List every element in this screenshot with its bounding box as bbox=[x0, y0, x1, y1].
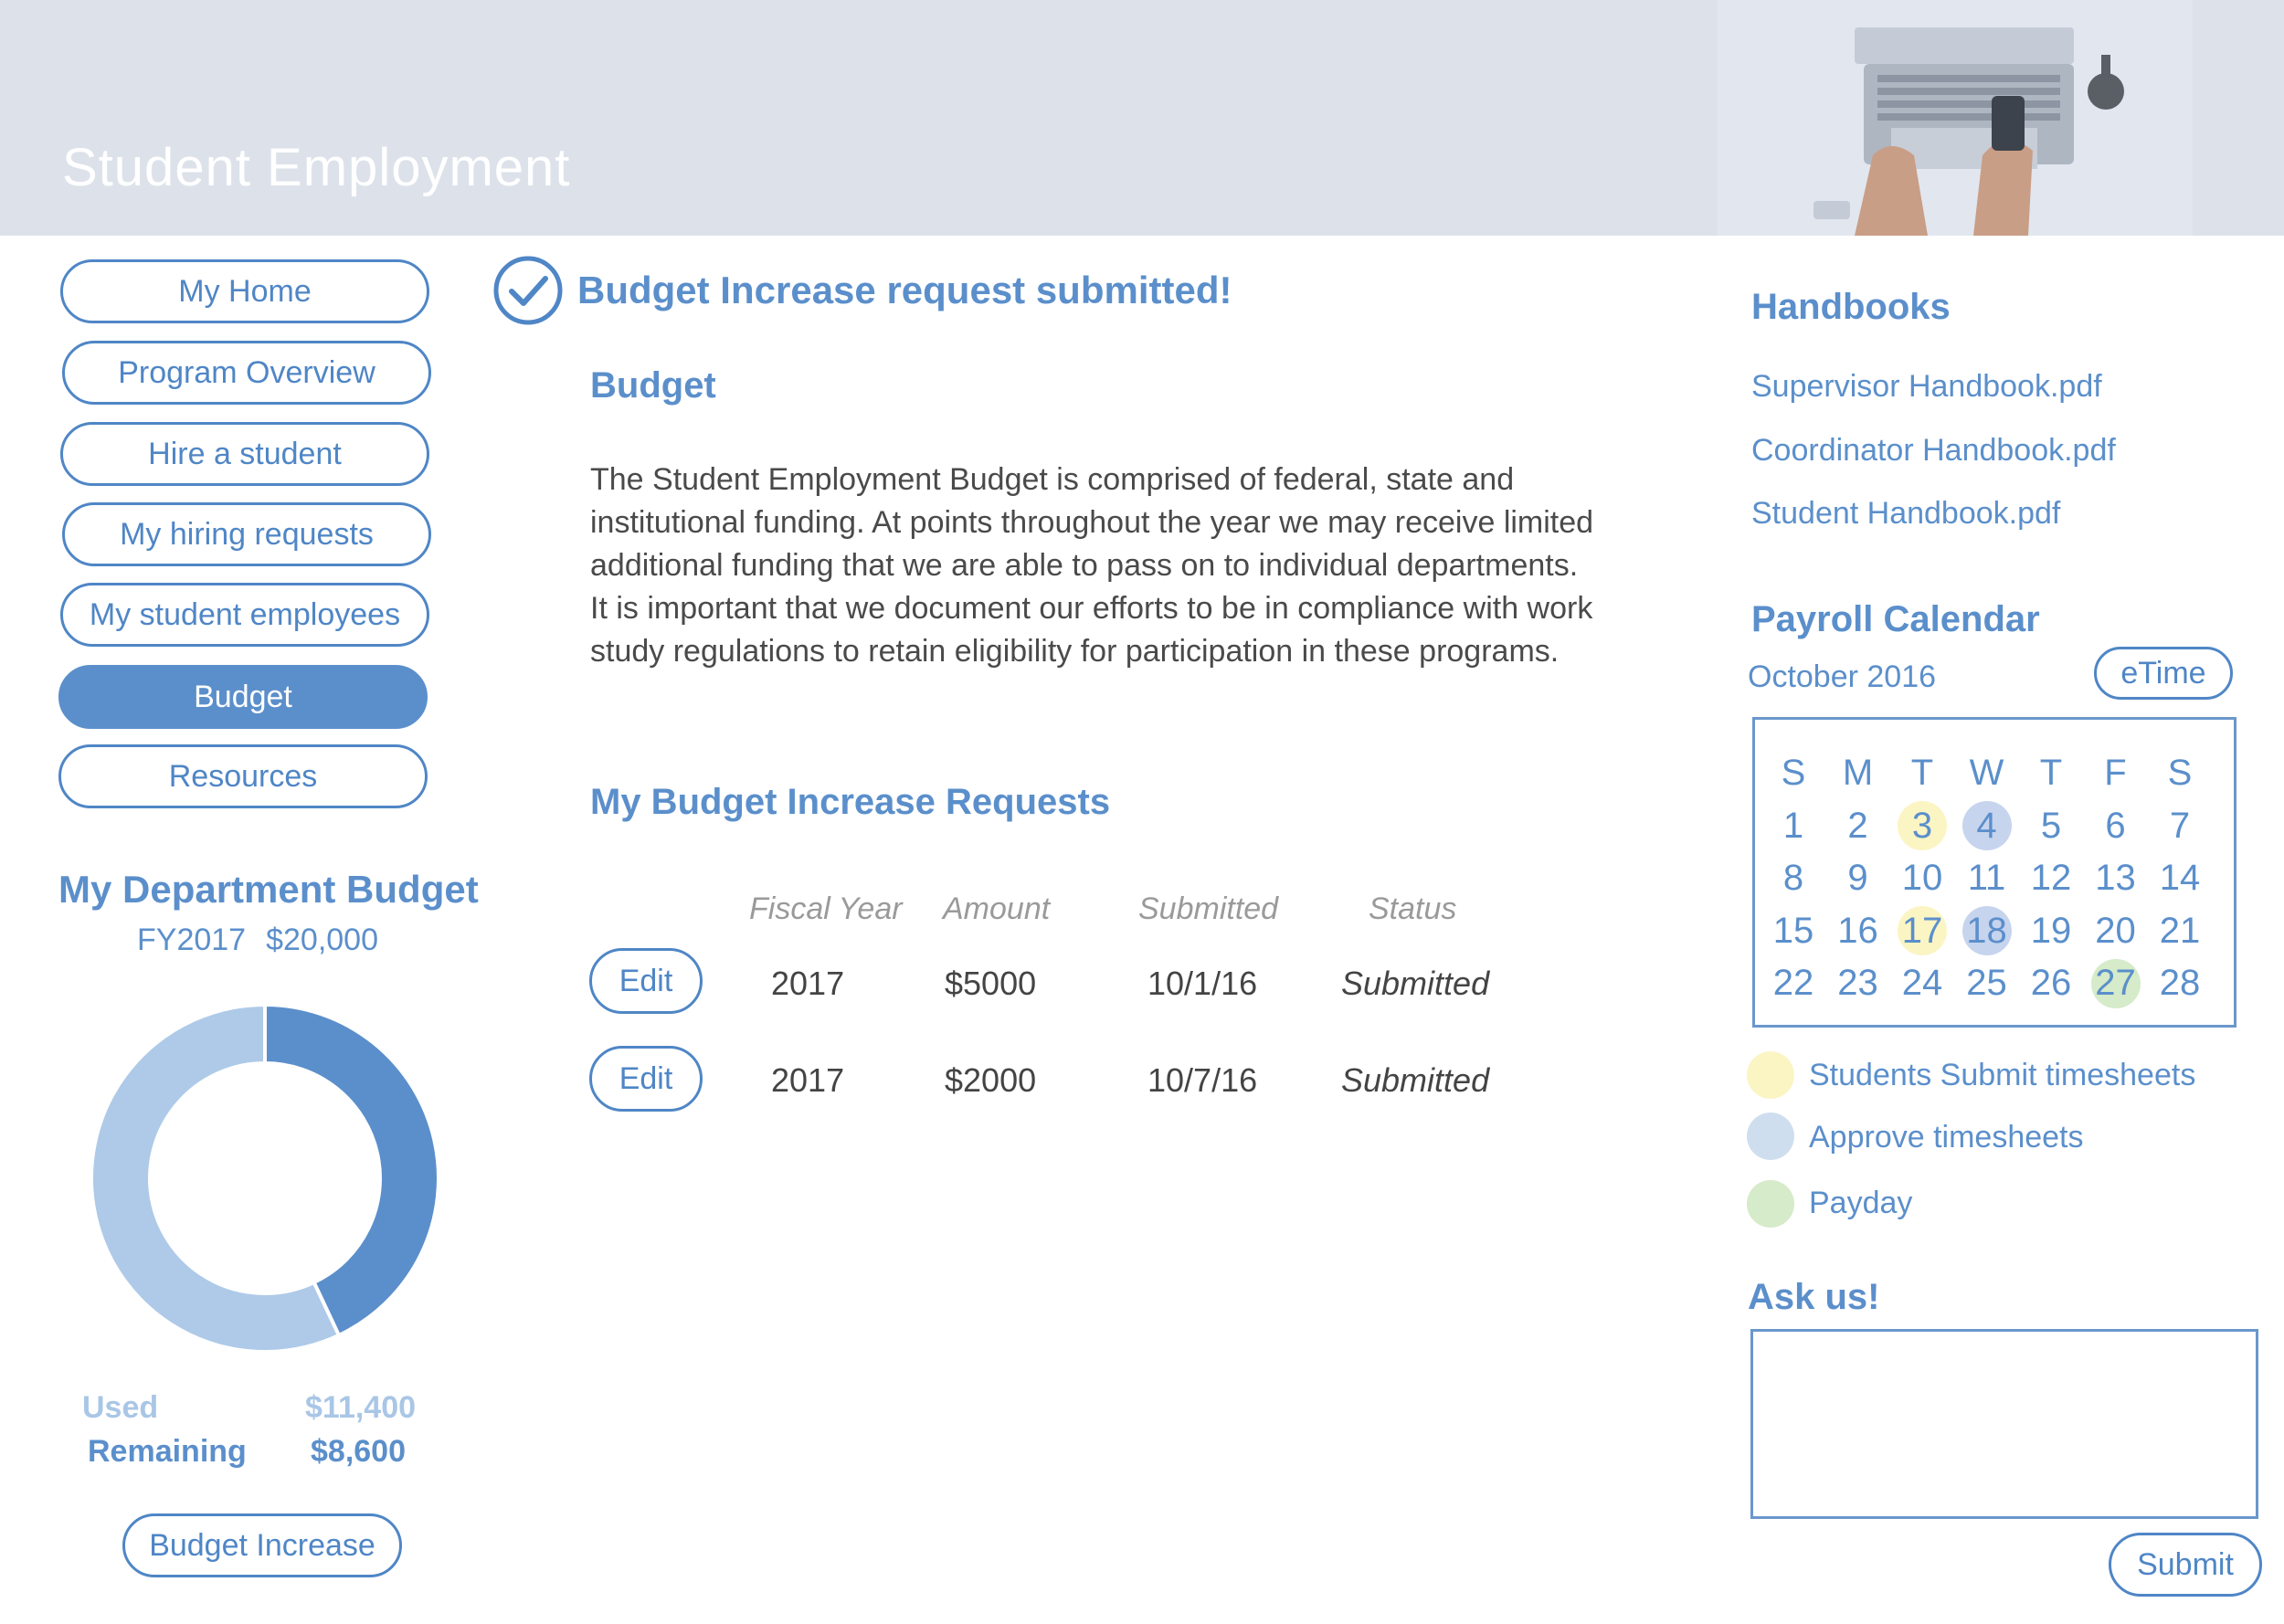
page-title: Student Employment bbox=[62, 138, 571, 197]
fiscal-year-label: FY2017 bbox=[137, 923, 247, 957]
day-number: 19 bbox=[2030, 910, 2072, 951]
day-number: 27 bbox=[2095, 963, 2136, 1003]
handbooks-heading: Handbooks bbox=[1751, 287, 1951, 327]
submit-button[interactable]: Submit bbox=[2109, 1533, 2262, 1597]
submit-legend-label: Students Submit timesheets bbox=[1809, 1058, 2196, 1092]
edit-button[interactable]: Edit bbox=[589, 948, 703, 1014]
submit-legend-dot bbox=[1747, 1051, 1794, 1099]
day-number: 28 bbox=[2159, 963, 2201, 1003]
day-number: 8 bbox=[1782, 858, 1804, 898]
calendar-day[interactable] bbox=[1958, 905, 2016, 956]
calendar-day[interactable] bbox=[1764, 853, 1823, 904]
payroll-calendar-heading: Payroll Calendar bbox=[1751, 599, 2040, 639]
payday-legend-label: Payday bbox=[1809, 1186, 1913, 1220]
day-number: 5 bbox=[2040, 805, 2062, 846]
weekday-header: S bbox=[1781, 752, 1806, 793]
calendar-day[interactable] bbox=[2022, 958, 2080, 1009]
calendar-day[interactable] bbox=[2022, 800, 2080, 851]
edit-button[interactable]: Edit bbox=[589, 1046, 703, 1112]
nav-budget[interactable]: Budget bbox=[58, 665, 428, 729]
donut-slice-remaining bbox=[265, 1005, 439, 1335]
calendar-day[interactable] bbox=[1893, 853, 1951, 904]
day-number: 22 bbox=[1772, 963, 1814, 1003]
day-number: 20 bbox=[2095, 910, 2136, 951]
budget-increase-button[interactable]: Budget Increase bbox=[122, 1513, 402, 1577]
day-number: 3 bbox=[1911, 805, 1933, 846]
calendar-day[interactable] bbox=[1764, 800, 1823, 851]
supervisor-handbook-link[interactable]: Supervisor Handbook.pdf bbox=[1751, 369, 2102, 404]
budget-description: The Student Employment Budget is comprised of federal, state and institutional funding. At points throughout the year we may receive limited additional funding that we are able to pass on to individual departments. It is important that we document our efforts to be in compliance with work study regulations to retain eligibility for participation in these programs. bbox=[590, 462, 1594, 669]
calendar-day[interactable] bbox=[1829, 853, 1887, 904]
requests-heading: My Budget Increase Requests bbox=[590, 782, 1111, 822]
nav-resources[interactable]: Resources bbox=[58, 744, 428, 808]
calendar-day[interactable] bbox=[2022, 905, 2080, 956]
col-status: Status bbox=[1369, 891, 1457, 926]
day-number: 13 bbox=[2095, 858, 2136, 898]
budget-heading: Budget bbox=[590, 365, 716, 406]
etime-button[interactable]: eTime bbox=[2094, 647, 2233, 700]
laptop-photo bbox=[1718, 0, 2193, 236]
day-number: 11 bbox=[1967, 858, 2006, 898]
weekday-header: M bbox=[1842, 752, 1874, 793]
day-number: 1 bbox=[1782, 805, 1804, 846]
calendar-day[interactable] bbox=[2151, 853, 2209, 904]
calendar-day[interactable] bbox=[2087, 905, 2145, 956]
day-number: 18 bbox=[1966, 910, 2007, 951]
nav-hiring-requests[interactable]: My hiring requests bbox=[62, 502, 431, 566]
confirmation-message: Budget Increase request submitted! bbox=[577, 269, 1232, 311]
calendar-day[interactable] bbox=[1829, 958, 1887, 1009]
calendar-day[interactable] bbox=[1893, 958, 1951, 1009]
col-submitted: Submitted bbox=[1138, 891, 1279, 926]
col-amount: Amount bbox=[943, 891, 1051, 926]
cell-amount: $2000 bbox=[945, 1061, 1037, 1099]
cell-submitted: 10/7/16 bbox=[1147, 1061, 1258, 1099]
approve-legend-label: Approve timesheets bbox=[1809, 1120, 2084, 1155]
calendar-day[interactable] bbox=[2151, 958, 2209, 1009]
day-number: 25 bbox=[1966, 963, 2007, 1003]
weekday-header: F bbox=[2104, 752, 2127, 793]
cell-submitted: 10/1/16 bbox=[1147, 965, 1258, 1002]
coordinator-handbook-link[interactable]: Coordinator Handbook.pdf bbox=[1751, 433, 2116, 468]
day-number: 14 bbox=[2159, 858, 2201, 898]
department-budget-summary bbox=[137, 923, 378, 958]
payday-legend-dot bbox=[1747, 1180, 1794, 1228]
day-number: 12 bbox=[2030, 858, 2072, 898]
calendar-day[interactable] bbox=[1829, 800, 1887, 851]
calendar-day[interactable] bbox=[2151, 905, 2209, 956]
calendar-day[interactable] bbox=[1764, 958, 1823, 1009]
cell-status: Submitted bbox=[1341, 1061, 1490, 1099]
budget-donut-chart bbox=[73, 986, 457, 1370]
cell-fiscal-year: 2017 bbox=[771, 1061, 845, 1099]
day-number: 23 bbox=[1837, 963, 1878, 1003]
day-number: 24 bbox=[1901, 963, 1943, 1003]
calendar-day[interactable] bbox=[1893, 905, 1951, 956]
budget-total: $20,000 bbox=[266, 923, 378, 957]
check-circle-icon bbox=[492, 254, 565, 327]
day-number: 2 bbox=[1847, 805, 1868, 846]
calendar-month: October 2016 bbox=[1748, 659, 1937, 694]
payroll-calendar bbox=[1752, 717, 2236, 1028]
cell-status: Submitted bbox=[1341, 965, 1490, 1002]
day-number: 15 bbox=[1772, 910, 1814, 951]
col-fiscal-year: Fiscal Year bbox=[749, 891, 903, 926]
calendar-day[interactable] bbox=[2087, 853, 2145, 904]
day-number: 9 bbox=[1847, 858, 1868, 898]
calendar-day[interactable] bbox=[1958, 958, 2016, 1009]
header-banner bbox=[0, 0, 2284, 236]
calendar-day[interactable] bbox=[1958, 853, 2016, 904]
calendar-day[interactable] bbox=[1893, 800, 1951, 851]
approve-legend-dot bbox=[1747, 1113, 1794, 1160]
ask-us-input[interactable] bbox=[1750, 1329, 2258, 1519]
calendar-day[interactable] bbox=[1829, 905, 1887, 956]
remaining-value: $8,600 bbox=[311, 1434, 406, 1469]
ask-us-heading: Ask us! bbox=[1748, 1277, 1880, 1317]
day-number: 17 bbox=[1901, 910, 1943, 951]
day-number: 16 bbox=[1837, 910, 1878, 951]
nav-my-home[interactable]: My Home bbox=[60, 259, 429, 323]
used-label: Used bbox=[82, 1390, 159, 1425]
nav-hire-student[interactable]: Hire a student bbox=[60, 422, 429, 486]
day-number: 7 bbox=[2169, 805, 2191, 846]
calendar-day[interactable] bbox=[2087, 958, 2145, 1009]
student-handbook-link[interactable]: Student Handbook.pdf bbox=[1751, 496, 2061, 531]
remaining-label: Remaining bbox=[88, 1434, 247, 1469]
day-number: 21 bbox=[2159, 910, 2201, 951]
calendar-day[interactable] bbox=[2087, 800, 2145, 851]
cell-amount: $5000 bbox=[945, 965, 1037, 1002]
weekday-header: T bbox=[2039, 752, 2063, 793]
nav-student-employees[interactable]: My student employees bbox=[60, 583, 429, 647]
nav-program-overview[interactable]: Program Overview bbox=[62, 341, 431, 405]
weekday-header: T bbox=[1910, 752, 1934, 793]
weekday-header: W bbox=[1969, 752, 2004, 793]
day-number: 4 bbox=[1976, 805, 1997, 846]
department-budget-title: My Department Budget bbox=[58, 868, 479, 911]
calendar-day[interactable] bbox=[1958, 800, 2016, 851]
calendar-day[interactable] bbox=[2151, 800, 2209, 851]
used-value: $11,400 bbox=[305, 1390, 417, 1425]
day-number: 6 bbox=[2105, 805, 2126, 846]
calendar-day[interactable] bbox=[2022, 853, 2080, 904]
day-number: 26 bbox=[2030, 963, 2072, 1003]
calendar-day[interactable] bbox=[1764, 905, 1823, 956]
day-number: 10 bbox=[1901, 858, 1943, 898]
cell-fiscal-year: 2017 bbox=[771, 965, 845, 1002]
weekday-header: S bbox=[2167, 752, 2193, 793]
